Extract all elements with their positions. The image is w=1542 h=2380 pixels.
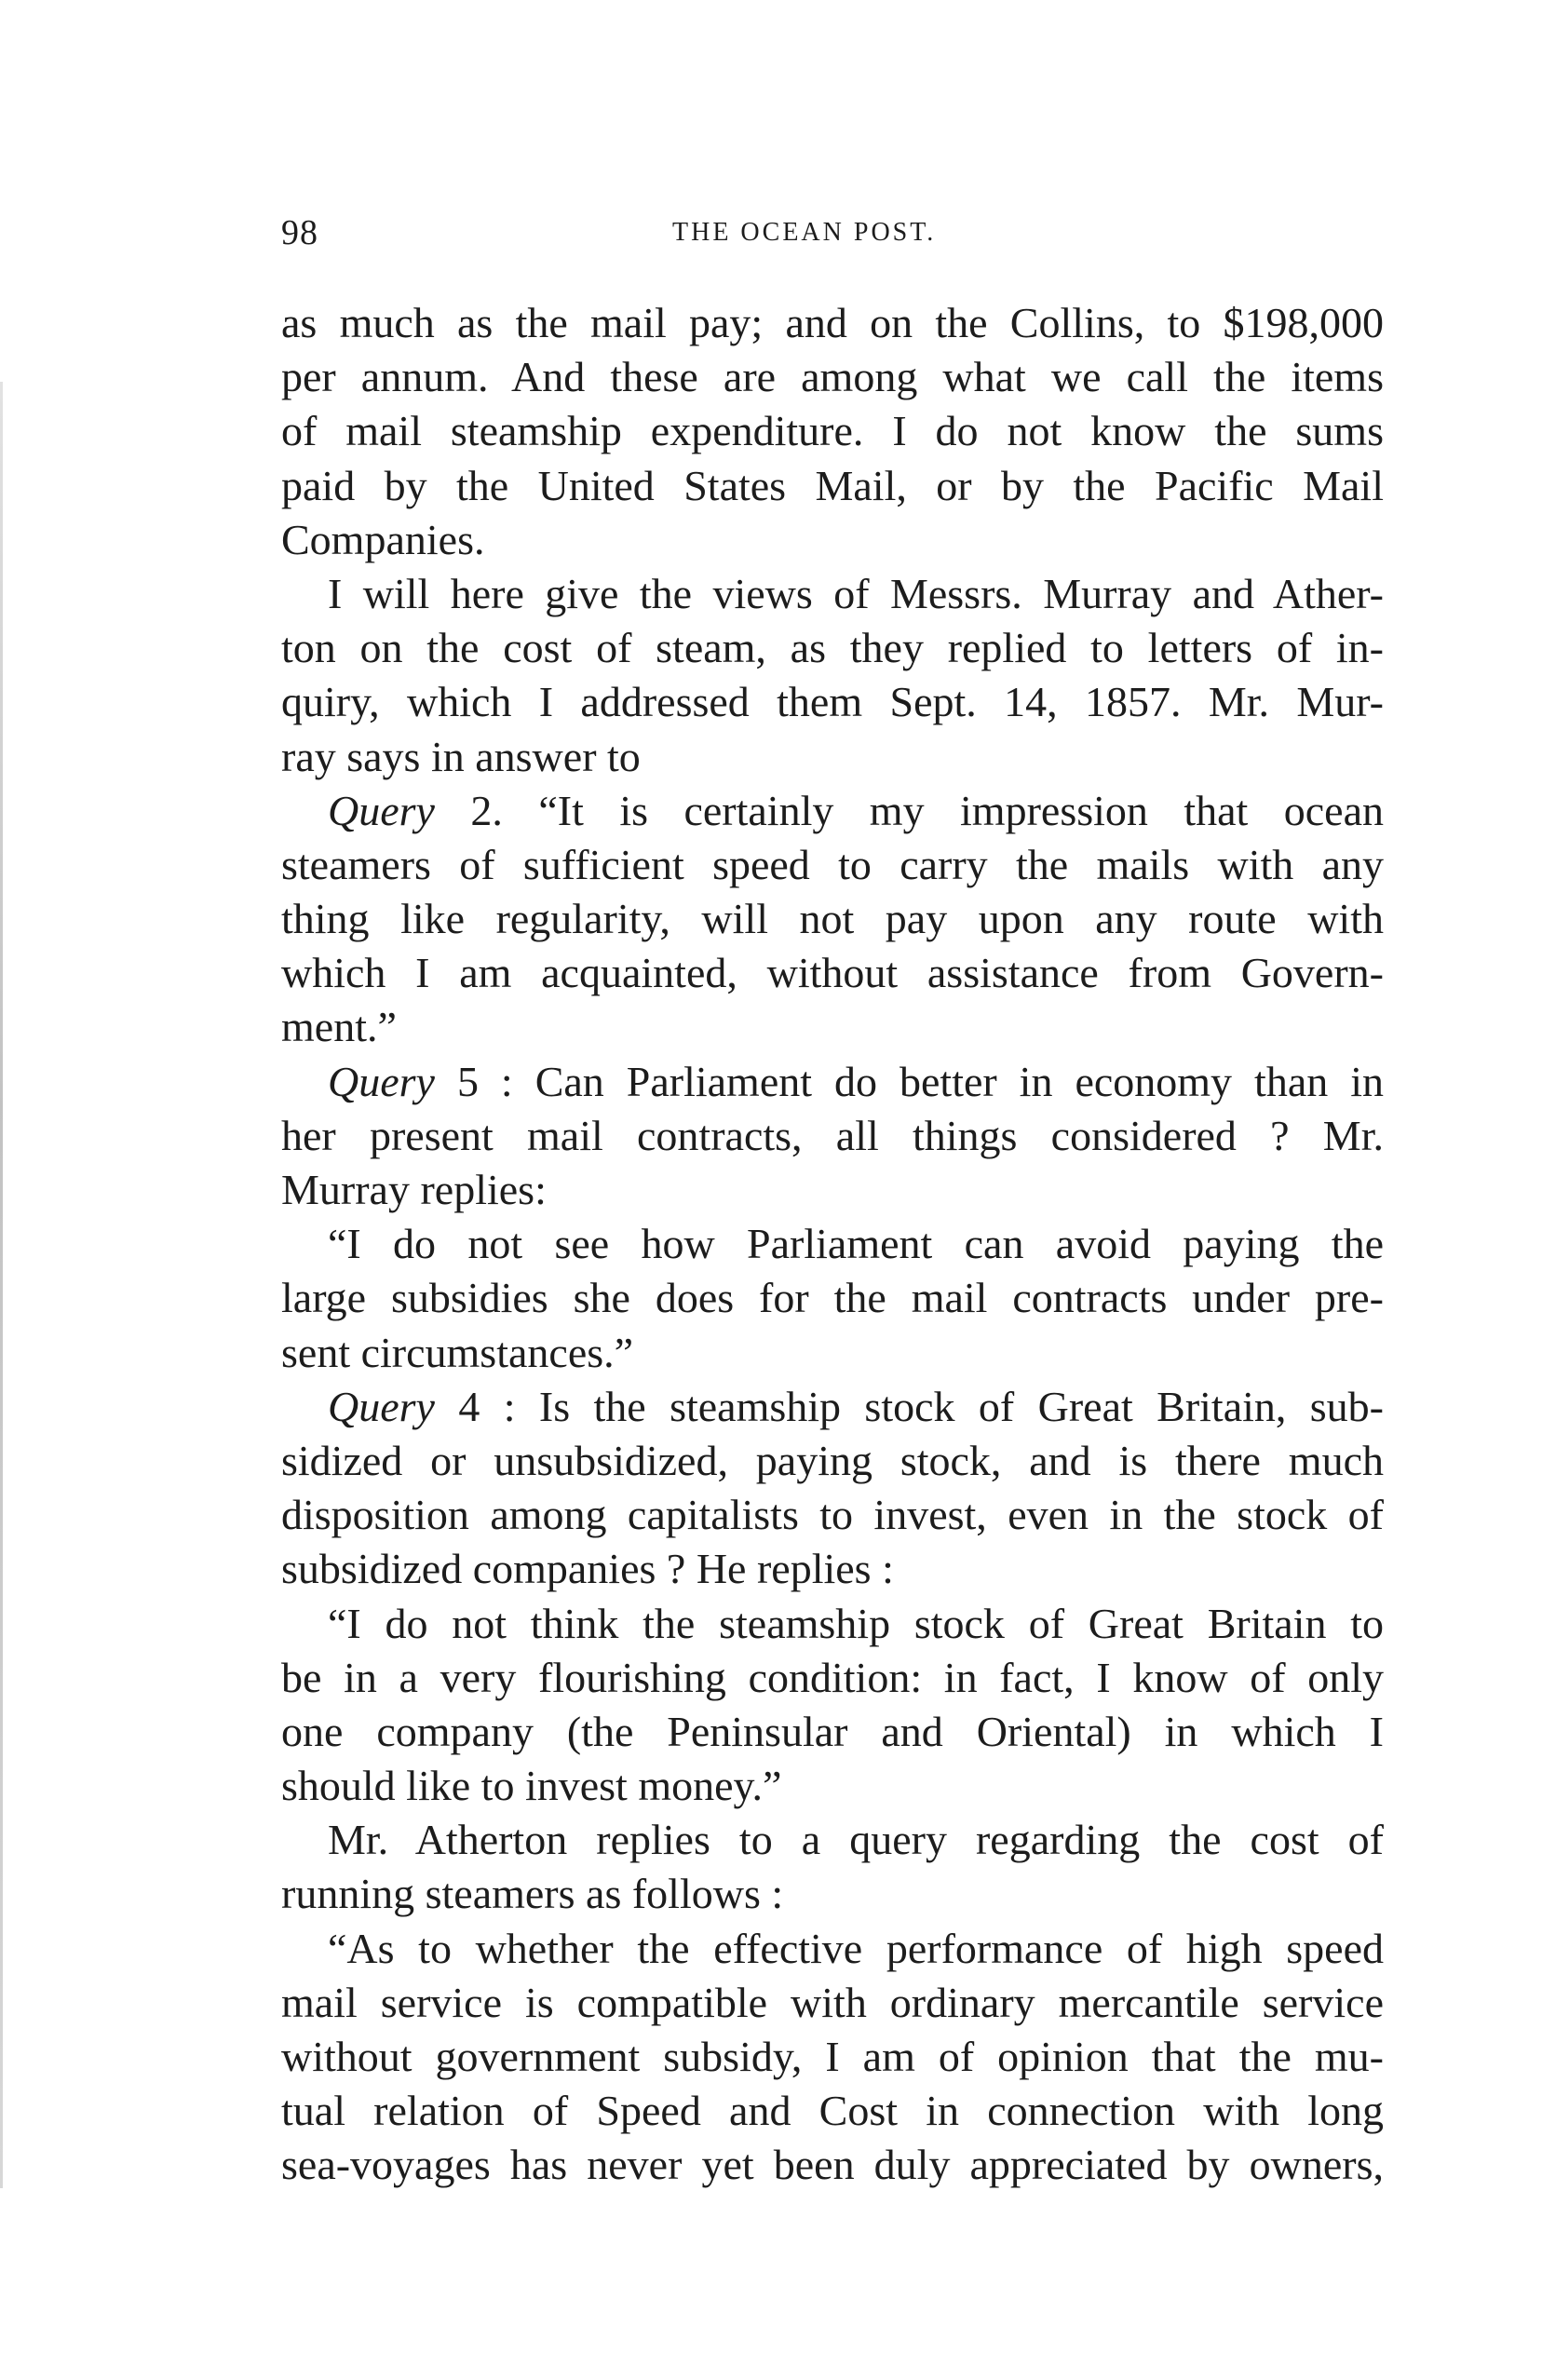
text-line (281, 784, 1384, 838)
query-text: 2. “It is certainly my impression that ocean (470, 786, 1384, 834)
text-line (281, 1380, 1384, 1434)
text-line: ton on the cost of steam, as they replied to letters of in- (281, 624, 1384, 672)
text-line: per annum. And these are among what we call the items (281, 353, 1384, 401)
text-line: tual relation of Speed and Cost in connection with long (281, 2087, 1384, 2135)
text-line: sidized or unsubsidized, paying stock, and is there much (281, 1436, 1384, 1484)
scan-edge-shadow (0, 382, 3, 2188)
text-line: subsidized companies ? He replies : (281, 1545, 894, 1593)
text-line: one company (the Peninsular and Oriental) in which I (281, 1707, 1384, 1755)
text-line: as much as the mail pay; and on the Collins, to $198,000 (281, 299, 1384, 346)
text-line: running steamers as follows : (281, 1870, 784, 1918)
text-line: I will here give the views of Messrs. Murray and Ather- (328, 569, 1384, 617)
text-line: disposition among capitalists to invest, even in the stock of (281, 1491, 1384, 1539)
text-line: her present mail contracts, all things considered ? Mr. (281, 1111, 1384, 1159)
body-text (281, 296, 1384, 2193)
text-line: steamers of sufficient speed to carry the mails with any (281, 840, 1384, 888)
text-line: quiry, which I addressed them Sept. 14, 1857. Mr. Mur- (281, 678, 1384, 726)
page-number: 98 (281, 213, 318, 252)
text-line: “I do not think the steamship stock of Great Britain to (328, 1599, 1384, 1647)
text-line: Mr. Atherton replies to a query regarding the cost of (328, 1816, 1384, 1864)
query-label: Query (328, 1057, 435, 1105)
text-line: thing like regularity, will not pay upon any route with (281, 895, 1384, 943)
text-line: sent circumstances.” (281, 1328, 634, 1376)
text-line: ray says in answer to (281, 732, 641, 780)
text-line: “As to whether the effective performance of high speed (328, 1924, 1384, 1972)
text-line: Murray replies: (281, 1166, 547, 1213)
text-line: large subsidies she does for the mail contracts under pre- (281, 1274, 1384, 1322)
text-line: should like to invest money.” (281, 1762, 782, 1810)
text-line: mail service is compatible with ordinary mercantile service (281, 1978, 1384, 2026)
text-line (281, 1055, 1384, 1109)
text-line: paid by the United States Mail, or by the Pacific Mail (281, 461, 1384, 509)
text-line: without government subsidy, I am of opinion that the mu- (281, 2033, 1384, 2080)
text-line: sea-voyages has never yet been duly appreciated by owners, (281, 2141, 1384, 2189)
text-line: be in a very flourishing condition: in fact, I know of only (281, 1653, 1384, 1701)
text-line: which I am acquainted, without assistance from Govern- (281, 949, 1384, 997)
query-label: Query (328, 1382, 435, 1430)
text-line: of mail steamship expenditure. I do not know the sums (281, 407, 1384, 455)
text-line: ment.” (281, 1003, 397, 1051)
text-line: Companies. (281, 515, 485, 563)
query-text: 5 : Can Parliament do better in economy than in (456, 1057, 1384, 1105)
query-label: Query (328, 786, 435, 834)
running-title: THE OCEAN POST. (672, 218, 937, 247)
query-text: 4 : Is the steamship stock of Great Britain, sub- (458, 1382, 1384, 1430)
running-head (281, 212, 1371, 268)
text-line: “I do not see how Parliament can avoid paying the (328, 1220, 1384, 1268)
